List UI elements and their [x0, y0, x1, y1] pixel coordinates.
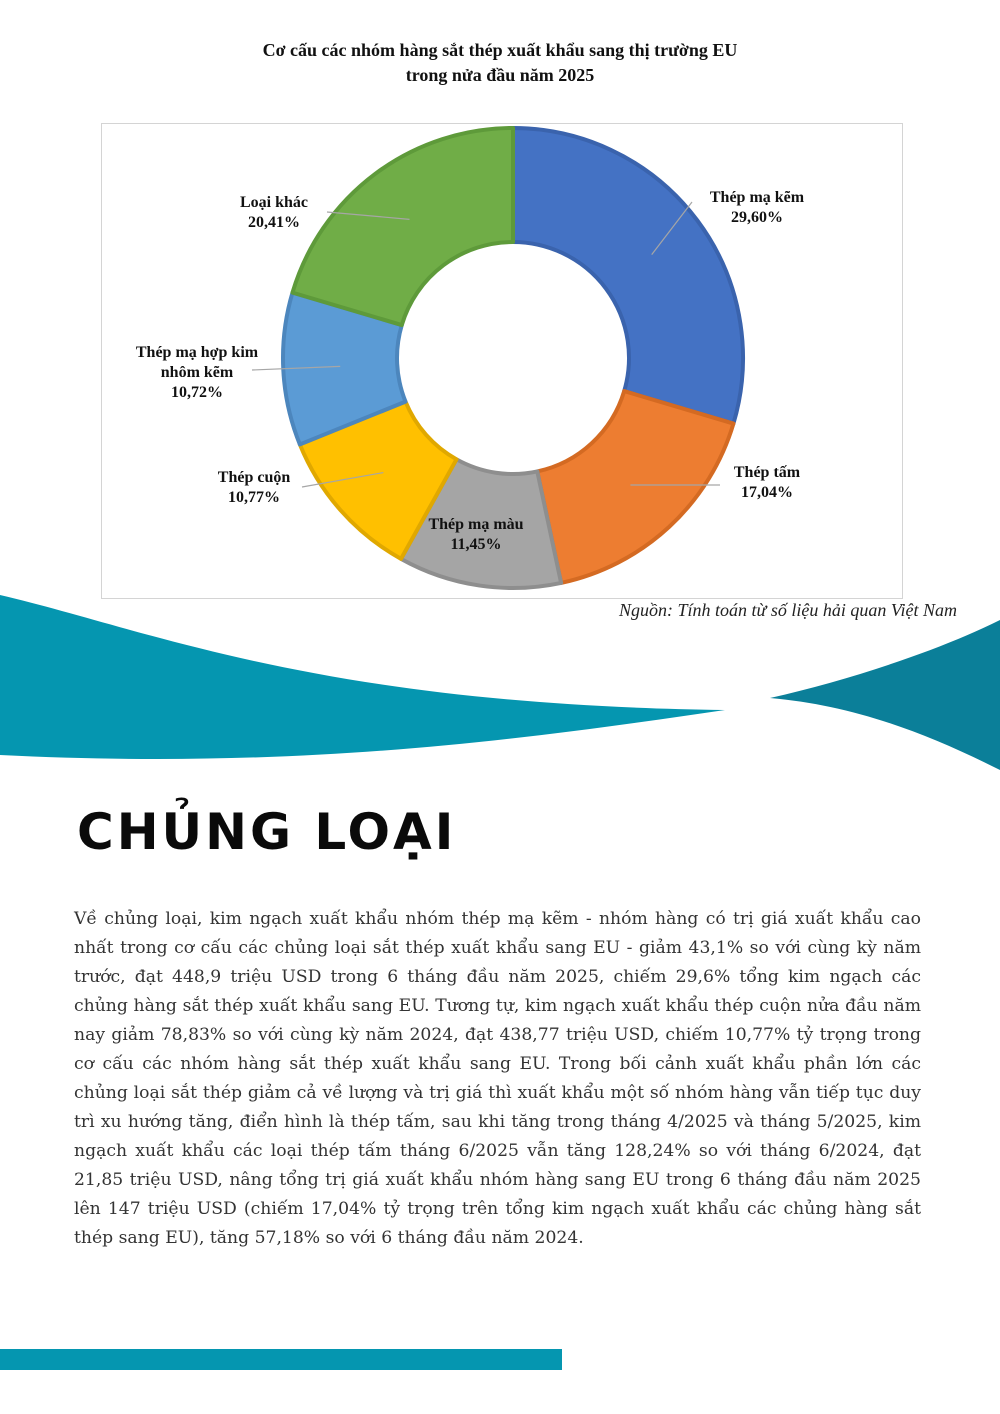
slice-label-line: 17,04% [741, 484, 793, 501]
slice-label-line: Loại khác [239, 194, 309, 211]
chart-title-line-1: Cơ cấu các nhóm hàng sắt thép xuất khẩu sang thị trường EU [262, 40, 738, 60]
bottom-accent-bar [0, 1349, 562, 1370]
slice-label-line: 20,41% [248, 214, 300, 231]
donut-slice-2 [537, 391, 733, 583]
body-paragraph: Về chủng loại, kim ngạch xuất khẩu nhóm thép mạ kẽm - nhóm hàng có trị giá xuất khẩu cao nhất trong cơ cấu các chủng loại sắt thép xuất khẩu sang EU - giảm 43,1% so với cùng kỳ năm trước, đạt 448,9 triệu USD trong 6 tháng đầu năm 2025, chiếm 29,6% tổng kim ngạch các chủng hàng sắt thép xuất khẩu sang EU. Tương tự, kim ngạch xuất khẩu thép cuộn nửa đầu năm nay giảm 78,83% so với cùng kỳ năm 2024, đạt 438,77 triệu USD, chiếm 10,77% tỷ trọng trong cơ cấu các nhóm hàng sắt thép xuất khẩu sang EU. Trong bối cảnh xuất khẩu phần lớn các chủng loại sắt thép giảm cả về lượng và trị giá thì xuất khẩu một số nhóm hàng vẫn tiếp tục duy trì xu hướng tăng, điển hình là thép tấm, sau khi tăng trong tháng 4/2025 và tháng 5/2025, kim ngạch xuất khẩu các loại thép tấm tháng 6/2025 vẫn tăng 128,24% so với tháng 6/2024, đạt 21,85 triệu USD, nâng tổng trị giá xuất khẩu nhóm hàng sang EU trong 6 tháng đầu năm 2025 lên 147 triệu USD (chiếm 17,04% tỷ trọng trên tổng kim ngạch xuất khẩu các chủng hàng sắt thép sang EU), tăng 57,18% so với 6 tháng đầu năm 2024. [74, 909, 921, 1248]
wave-left [0, 595, 725, 759]
slice-label-line: Thép cuộn [217, 469, 291, 486]
slice-label-line: Thép mạ hợp kim [135, 344, 259, 361]
slice-label-line: 10,72% [171, 384, 223, 401]
wave-decoration [0, 590, 1000, 790]
wave-right [770, 620, 1000, 770]
donut-chart [102, 124, 902, 598]
slice-label-2 [734, 464, 801, 501]
slice-label-line: Thép mạ màu [428, 516, 524, 533]
section-heading: CHỦNG LOẠI [77, 803, 457, 861]
slice-label-line: nhôm kẽm [160, 364, 234, 381]
slice-label-1 [710, 189, 805, 226]
slice-label-6 [240, 194, 308, 231]
slice-label-line: Thép tấm [733, 464, 801, 481]
donut-slice-6 [292, 128, 513, 325]
chart-title-line-2: trong nửa đầu năm 2025 [405, 65, 595, 85]
donut-slice-1 [513, 128, 743, 424]
slice-label-line: Thép mạ kẽm [709, 189, 805, 206]
slice-label-5 [136, 344, 259, 401]
chart-frame [101, 123, 903, 599]
slice-label-line: 10,77% [228, 489, 280, 506]
slice-label-line: 11,45% [450, 536, 502, 553]
slice-label-4 [218, 469, 291, 506]
source-note: Nguồn: Tính toán từ số liệu hải quan Việt Nam [619, 600, 957, 620]
chart-title [0, 38, 1000, 88]
slice-label-line: 29,60% [731, 209, 783, 226]
